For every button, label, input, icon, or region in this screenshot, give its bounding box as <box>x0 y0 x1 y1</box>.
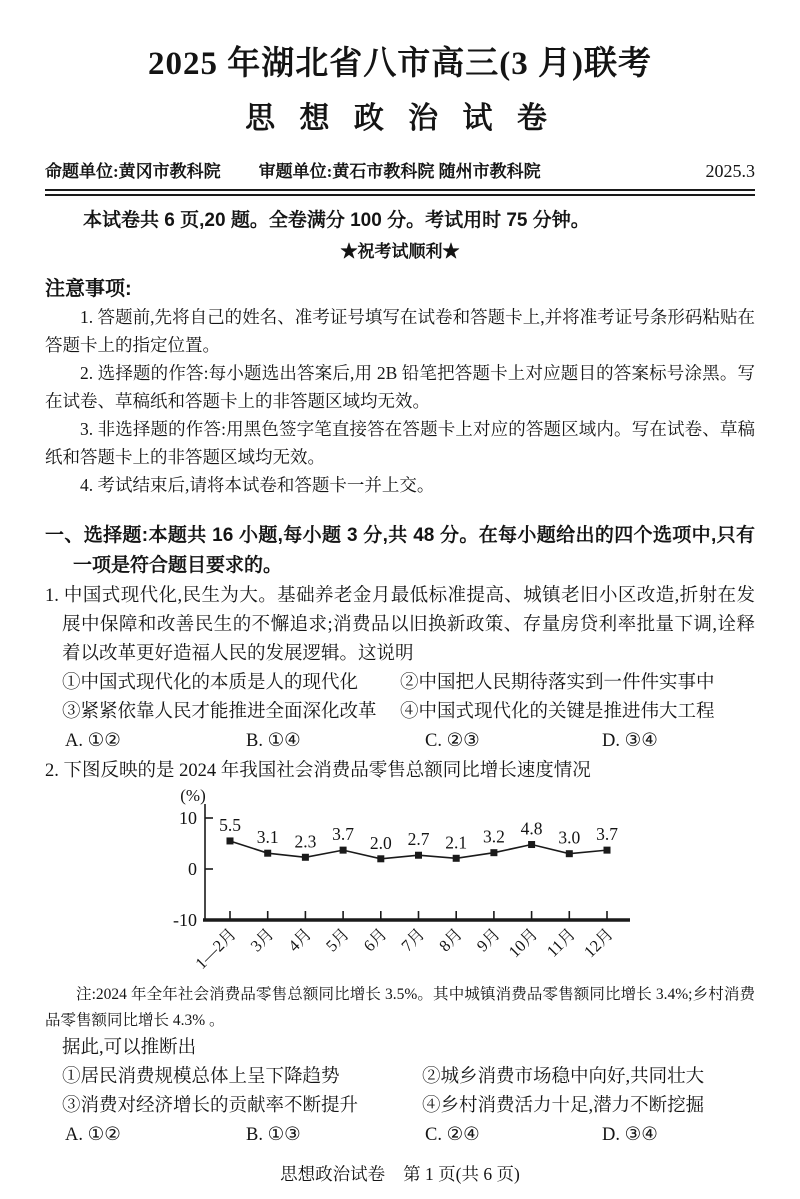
x-tick-label: 6月 <box>359 924 391 956</box>
double-rule-divider <box>45 189 755 196</box>
notice-item-2: 2. 选择题的作答:每小题选出答案后,用 2B 铅笔把答题卡上对应题目的答案标号涂黑。写在试卷、草稿纸和答题卡上的非答题区域均无效。 <box>45 363 755 412</box>
line-chart-svg <box>0 788 710 980</box>
data-point-marker <box>264 850 271 857</box>
q1-option-b: B. ①④ <box>246 731 301 752</box>
q2-option-d: D. ③④ <box>602 1125 658 1146</box>
setter-unit: 命题单位:黄冈市教科院 <box>45 162 221 182</box>
x-tick-label: 9月 <box>472 924 504 956</box>
x-tick-label: 12月 <box>580 924 617 962</box>
question-2 <box>45 757 755 1150</box>
data-point-label: 3.0 <box>558 827 581 848</box>
chart-footnote: 注:2024 年全年社会消费品零售总额同比增长 3.5%。其中城镇消费品零售额同比增长 3.4%;乡村消费品零售额同比增长 4.3% 。 <box>45 986 755 1030</box>
data-point-label: 3.2 <box>482 826 505 847</box>
q1-option-c: C. ②③ <box>425 731 480 752</box>
retail-growth-line-chart <box>0 788 755 980</box>
notice-title: 注意事项: <box>45 278 132 301</box>
page-footer <box>45 1162 755 1186</box>
header-org-line <box>45 157 755 182</box>
x-tick-label: 8月 <box>435 924 467 956</box>
data-point-label: 5.5 <box>219 815 241 836</box>
x-tick-label: 4月 <box>284 924 316 956</box>
data-point-label: 2.0 <box>369 833 392 854</box>
question-2-options <box>45 1121 755 1150</box>
y-axis-unit-label: (%) <box>180 788 206 806</box>
x-tick-label: 7月 <box>397 924 429 956</box>
x-tick-label: 3月 <box>246 924 278 956</box>
page-subtitle: 思 想 政 治 试 卷 <box>245 102 555 136</box>
y-tick-label: 0 <box>188 859 197 880</box>
data-point-label: 3.1 <box>256 827 279 848</box>
question-1-stem: 1. 中国式现代化,民生为大。基础养老金月最低标准提高、城镇老旧小区改造,折射在发展中保障和改善民生的不懈追求;消费品以旧换新政策、存量房贷利率批量下调,诠释着以改革更好造福人民的发展逻辑。这说明 <box>45 586 755 665</box>
data-point-label: 2.1 <box>445 832 468 853</box>
data-point-marker <box>528 841 535 848</box>
data-point-marker <box>490 849 497 856</box>
question-1-items <box>45 669 755 727</box>
x-tick-label: 1—2月 <box>191 924 240 974</box>
good-luck-line: ★祝考试顺利★ <box>340 242 460 262</box>
q1-item-4: ④中国式现代化的关键是推进伟大工程 <box>400 702 715 723</box>
reviewer-unit: 审题单位:黄石市教科院 随州市教科院 <box>258 162 541 182</box>
q1-item-2: ②中国把人民期待落实到一件件实事中 <box>400 673 715 694</box>
notice-item-1: 1. 答题前,先将自己的姓名、准考证号填写在试卷和答题卡上,并将准考证号条形码粘贴在答题卡上的指定位置。 <box>45 307 755 356</box>
data-point-marker <box>453 855 460 862</box>
footer-doc-name: 思想政治试卷 <box>280 1164 386 1185</box>
question-2-items <box>45 1063 755 1121</box>
data-point-marker <box>227 838 234 845</box>
footer-page-number: 第 1 页(共 6 页) <box>403 1164 520 1185</box>
q1-item-3: ③紧紧依靠人民才能推进全面深化改革 <box>62 702 377 723</box>
data-point-label: 2.3 <box>294 831 317 852</box>
x-tick-label: 11月 <box>542 924 580 961</box>
data-point-label: 4.8 <box>520 818 543 839</box>
q1-item-1: ①中国式现代化的本质是人的现代化 <box>62 673 359 694</box>
x-tick-label: 10月 <box>504 924 542 962</box>
question-2-stem: 2. 下图反映的是 2024 年我国社会消费品零售总额同比增长速度情况 <box>45 761 591 782</box>
q2-option-b: B. ①③ <box>246 1125 301 1146</box>
page-title: 2025 年湖北省八市高三(3 月)联考 <box>148 46 652 82</box>
data-point-label: 3.7 <box>332 824 355 845</box>
question-1 <box>45 582 755 756</box>
data-point-marker <box>604 847 611 854</box>
exam-date: 2025.3 <box>705 161 755 182</box>
q2-item-2: ②城乡消费市场稳中向好,共同壮大 <box>422 1067 705 1088</box>
data-point-label: 3.7 <box>596 824 618 845</box>
section-title-choice: 一、选择题:本题共 16 小题,每小题 3 分,共 48 分。在每小题给出的四个选项中,只有一项是符合题目要求的。 <box>45 525 755 577</box>
q2-option-c: C. ②④ <box>425 1125 480 1146</box>
q2-item-4: ④乡村消费活力十足,潜力不断挖掘 <box>422 1096 705 1117</box>
data-point-label: 2.7 <box>407 829 430 850</box>
y-tick-label: 10 <box>179 808 197 829</box>
q2-item-3: ③消费对经济增长的贡献率不断提升 <box>62 1096 359 1117</box>
q2-item-1: ①居民消费规模总体上呈下降趋势 <box>62 1067 340 1088</box>
y-tick-label: -10 <box>173 910 197 931</box>
data-point-marker <box>302 854 309 861</box>
data-point-marker <box>377 856 384 863</box>
question-1-options <box>45 727 755 756</box>
data-point-marker <box>340 847 347 854</box>
data-point-marker <box>415 852 422 859</box>
x-tick-label: 5月 <box>321 924 353 956</box>
exam-intro: 本试卷共 6 页,20 题。全卷满分 100 分。考试用时 75 分钟。 <box>83 210 590 232</box>
question-2-lead: 据此,可以推断出 <box>62 1038 197 1059</box>
notice-item-3: 3. 非选择题的作答:用黑色签字笔直接答在答题卡上对应的答题区域内。写在试卷、草稿纸和答题卡上的非答题区域均无效。 <box>45 419 755 468</box>
q2-option-a: A. ①② <box>65 1125 121 1146</box>
q1-option-a: A. ①② <box>65 731 121 752</box>
q1-option-d: D. ③④ <box>602 731 658 752</box>
data-point-marker <box>566 850 573 857</box>
notice-item-4: 4. 考试结束后,请将本试卷和答题卡一并上交。 <box>80 475 435 496</box>
